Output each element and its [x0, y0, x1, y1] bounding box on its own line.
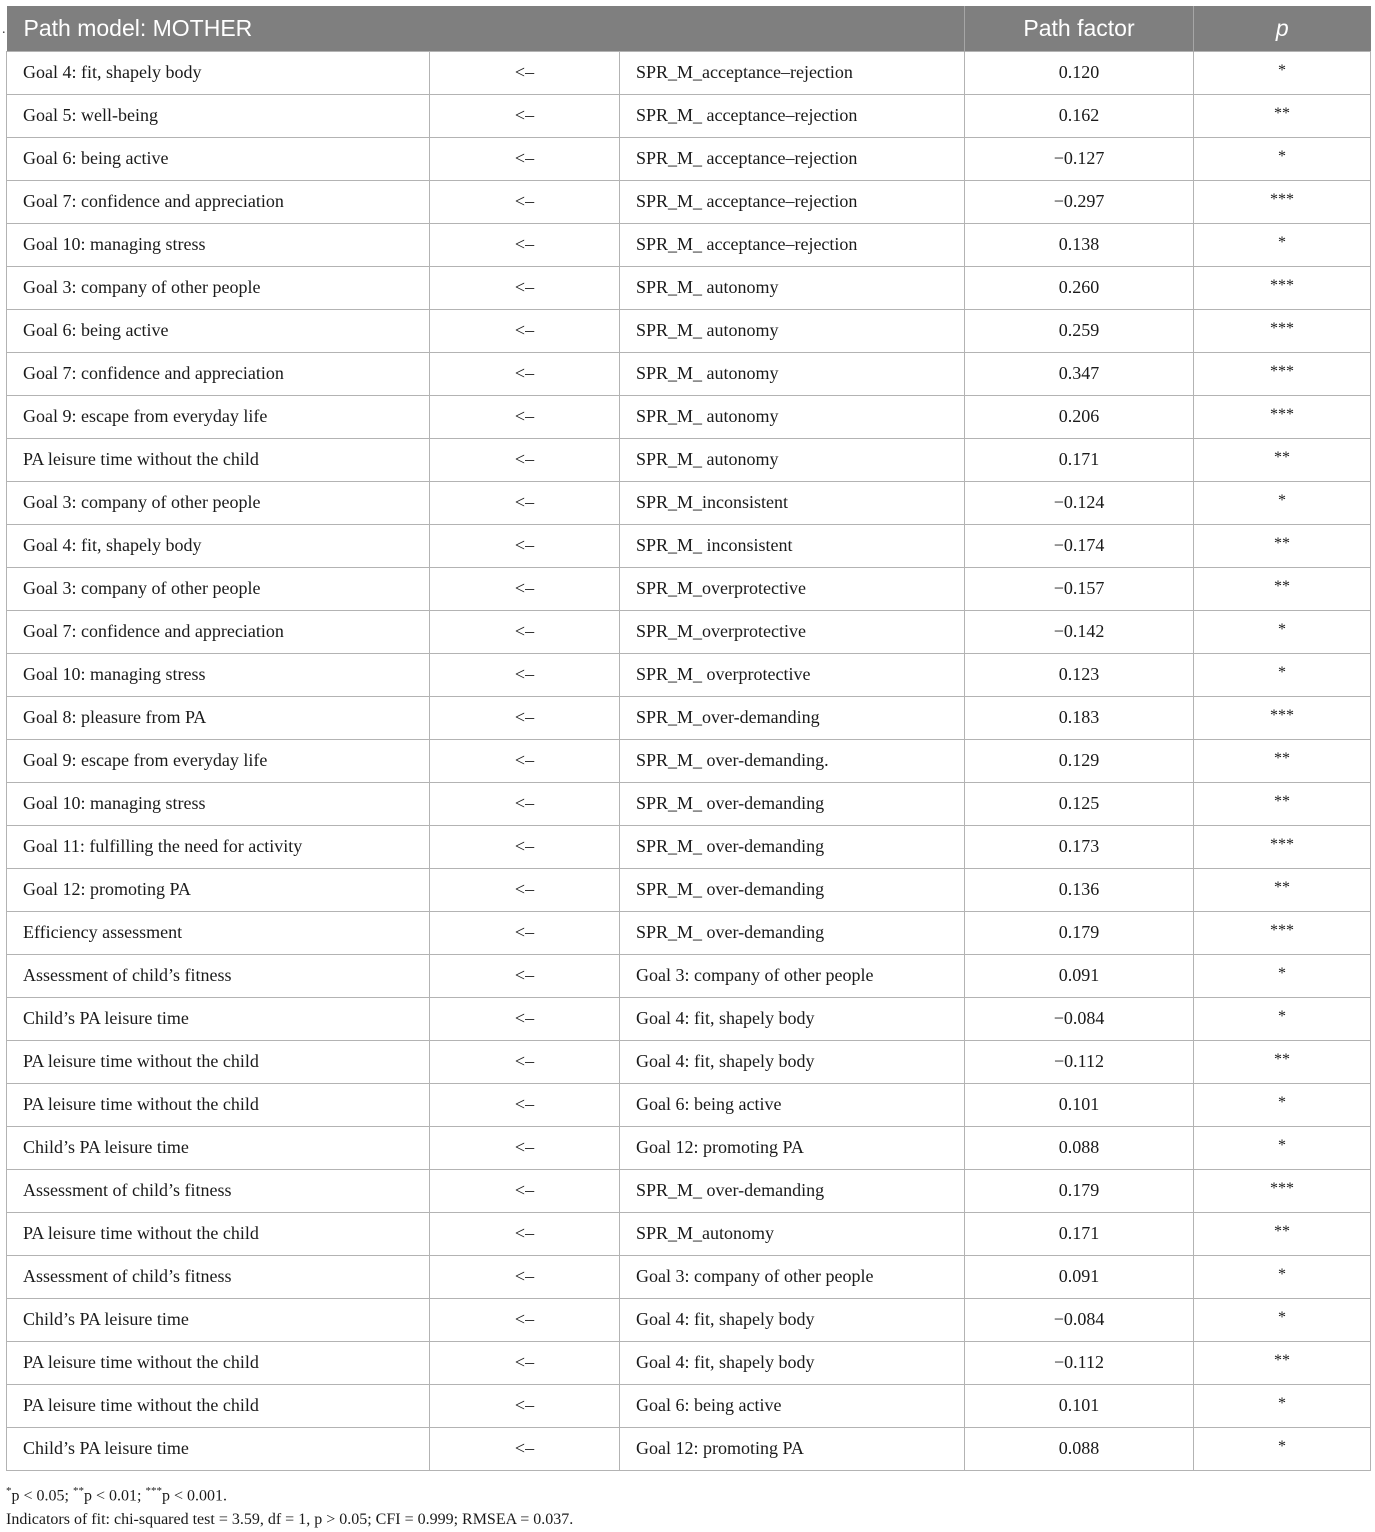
predictor-variable-cell: Goal 4: fit, shapely body: [620, 1298, 965, 1341]
significance-cell: *: [1194, 653, 1371, 696]
predictor-variable-cell: SPR_M_ autonomy: [620, 266, 965, 309]
path-arrow-cell: <–: [430, 481, 620, 524]
significance-cell: *: [1194, 610, 1371, 653]
significance-cell: **: [1194, 438, 1371, 481]
path-factor-cell: 0.091: [965, 1255, 1194, 1298]
significance-cell: **: [1194, 1040, 1371, 1083]
predictor-variable-cell: Goal 3: company of other people: [620, 954, 965, 997]
table-row: [7, 223, 1371, 266]
path-factor-cell: 0.173: [965, 825, 1194, 868]
dependent-variable-cell: Goal 11: fulfilling the need for activity: [7, 825, 430, 868]
fit-indicators-note: Indicators of fit: chi-squared test = 3.59, df = 1, p > 0.05; CFI = 0.999; RMSEA = 0.037.: [6, 1511, 574, 1529]
path-factor-cell: 0.120: [965, 51, 1194, 94]
predictor-variable-cell: SPR_M_overprotective: [620, 567, 965, 610]
significance-cell: ***: [1194, 180, 1371, 223]
path-factor-cell: 0.206: [965, 395, 1194, 438]
significance-cell: *: [1194, 223, 1371, 266]
path-factor-cell: −0.084: [965, 997, 1194, 1040]
table-row: [7, 309, 1371, 352]
path-arrow-cell: <–: [430, 1083, 620, 1126]
p-header: p: [1194, 6, 1371, 51]
path-factor-header: Path factor: [965, 6, 1194, 51]
table-row: [7, 653, 1371, 696]
significance-cell: *: [1194, 1384, 1371, 1427]
path-factor-cell: −0.124: [965, 481, 1194, 524]
path-arrow-cell: <–: [430, 825, 620, 868]
significance-cell: *: [1194, 481, 1371, 524]
table-row: [7, 911, 1371, 954]
path-factor-cell: −0.084: [965, 1298, 1194, 1341]
dependent-variable-cell: Efficiency assessment: [7, 911, 430, 954]
path-model-table: [6, 6, 1371, 1471]
dependent-variable-cell: Goal 9: escape from everyday life: [7, 395, 430, 438]
path-factor-cell: 0.138: [965, 223, 1194, 266]
dependent-variable-cell: Goal 6: being active: [7, 309, 430, 352]
table-row: [7, 395, 1371, 438]
path-factor-cell: 0.179: [965, 911, 1194, 954]
path-arrow-cell: <–: [430, 266, 620, 309]
path-factor-cell: −0.142: [965, 610, 1194, 653]
predictor-variable-cell: Goal 6: being active: [620, 1384, 965, 1427]
predictor-variable-cell: SPR_M_ acceptance–rejection: [620, 94, 965, 137]
predictor-variable-cell: SPR_M_ acceptance–rejection: [620, 137, 965, 180]
dependent-variable-cell: Child’s PA leisure time: [7, 1427, 430, 1470]
table-row: [7, 137, 1371, 180]
table-row: [7, 94, 1371, 137]
predictor-variable-cell: SPR_M_ over-demanding: [620, 825, 965, 868]
significance-cell: *: [1194, 137, 1371, 180]
path-factor-cell: 0.179: [965, 1169, 1194, 1212]
table-row: [7, 1255, 1371, 1298]
path-arrow-cell: <–: [430, 567, 620, 610]
significance-cell: **: [1194, 782, 1371, 825]
significance-cell: ***: [1194, 1169, 1371, 1212]
table-row: [7, 868, 1371, 911]
path-factor-cell: 0.088: [965, 1126, 1194, 1169]
table-row: [7, 1040, 1371, 1083]
dependent-variable-cell: Assessment of child’s fitness: [7, 1169, 430, 1212]
dependent-variable-cell: PA leisure time without the child: [7, 1341, 430, 1384]
path-factor-cell: 0.088: [965, 1427, 1194, 1470]
dependent-variable-cell: Child’s PA leisure time: [7, 1298, 430, 1341]
table-row: [7, 266, 1371, 309]
dependent-variable-cell: Goal 10: managing stress: [7, 653, 430, 696]
path-arrow-cell: <–: [430, 223, 620, 266]
path-factor-cell: 0.091: [965, 954, 1194, 997]
table-row: [7, 696, 1371, 739]
path-arrow-cell: <–: [430, 1255, 620, 1298]
table-row: [7, 1169, 1371, 1212]
predictor-variable-cell: SPR_M_ acceptance–rejection: [620, 223, 965, 266]
path-factor-cell: 0.259: [965, 309, 1194, 352]
path-factor-cell: 0.129: [965, 739, 1194, 782]
significance-cell: *: [1194, 1083, 1371, 1126]
significance-cell: **: [1194, 524, 1371, 567]
path-factor-cell: −0.112: [965, 1040, 1194, 1083]
table-row: [7, 481, 1371, 524]
path-arrow-cell: <–: [430, 94, 620, 137]
path-arrow-cell: <–: [430, 997, 620, 1040]
path-arrow-cell: <–: [430, 1341, 620, 1384]
dependent-variable-cell: Child’s PA leisure time: [7, 997, 430, 1040]
significance-cell: **: [1194, 1212, 1371, 1255]
dependent-variable-cell: Goal 3: company of other people: [7, 481, 430, 524]
dependent-variable-cell: Goal 7: confidence and appreciation: [7, 180, 430, 223]
path-factor-cell: 0.125: [965, 782, 1194, 825]
predictor-variable-cell: Goal 4: fit, shapely body: [620, 1040, 965, 1083]
path-arrow-cell: <–: [430, 1212, 620, 1255]
significance-cell: *: [1194, 1427, 1371, 1470]
predictor-variable-cell: SPR_M_ autonomy: [620, 309, 965, 352]
path-factor-cell: −0.127: [965, 137, 1194, 180]
dependent-variable-cell: Goal 7: confidence and appreciation: [7, 610, 430, 653]
table-row: [7, 567, 1371, 610]
path-arrow-cell: <–: [430, 352, 620, 395]
path-arrow-cell: <–: [430, 653, 620, 696]
path-factor-cell: −0.157: [965, 567, 1194, 610]
table-row: [7, 180, 1371, 223]
table-row: [7, 1083, 1371, 1126]
significance-cell: ***: [1194, 696, 1371, 739]
predictor-variable-cell: SPR_M_ autonomy: [620, 352, 965, 395]
path-arrow-cell: <–: [430, 954, 620, 997]
significance-cell: ***: [1194, 352, 1371, 395]
table-header-row: [7, 6, 1371, 51]
table-row: [7, 825, 1371, 868]
path-arrow-cell: <–: [430, 1427, 620, 1470]
predictor-variable-cell: Goal 3: company of other people: [620, 1255, 965, 1298]
path-factor-cell: 0.260: [965, 266, 1194, 309]
path-factor-cell: 0.171: [965, 438, 1194, 481]
table-row: [7, 739, 1371, 782]
path-arrow-cell: <–: [430, 395, 620, 438]
significance-cell: **: [1194, 1341, 1371, 1384]
path-arrow-cell: <–: [430, 309, 620, 352]
predictor-variable-cell: Goal 12: promoting PA: [620, 1427, 965, 1470]
path-factor-cell: 0.171: [965, 1212, 1194, 1255]
path-factor-cell: 0.183: [965, 696, 1194, 739]
predictor-variable-cell: SPR_M_ overprotective: [620, 653, 965, 696]
significance-cell: *: [1194, 1255, 1371, 1298]
predictor-variable-cell: SPR_M_ over-demanding: [620, 868, 965, 911]
significance-cell: **: [1194, 94, 1371, 137]
table-row: [7, 352, 1371, 395]
path-factor-cell: 0.101: [965, 1384, 1194, 1427]
predictor-variable-cell: SPR_M_ over-demanding.: [620, 739, 965, 782]
path-arrow-cell: <–: [430, 610, 620, 653]
significance-cell: *: [1194, 997, 1371, 1040]
dependent-variable-cell: Goal 12: promoting PA: [7, 868, 430, 911]
dependent-variable-cell: PA leisure time without the child: [7, 1212, 430, 1255]
table-row: [7, 1384, 1371, 1427]
predictor-variable-cell: SPR_M_inconsistent: [620, 481, 965, 524]
path-arrow-cell: <–: [430, 1384, 620, 1427]
dependent-variable-cell: Goal 5: well-being: [7, 94, 430, 137]
dependent-variable-cell: Goal 4: fit, shapely body: [7, 51, 430, 94]
table-row: [7, 524, 1371, 567]
predictor-variable-cell: SPR_M_ acceptance–rejection: [620, 180, 965, 223]
dependent-variable-cell: PA leisure time without the child: [7, 1040, 430, 1083]
leading-dot: .: [2, 22, 6, 37]
significance-cell: *: [1194, 51, 1371, 94]
dependent-variable-cell: Goal 10: managing stress: [7, 223, 430, 266]
table-row: [7, 51, 1371, 94]
significance-cell: *: [1194, 954, 1371, 997]
table-row: [7, 997, 1371, 1040]
significance-cell: **: [1194, 739, 1371, 782]
table-row: [7, 782, 1371, 825]
significance-cell: ***: [1194, 266, 1371, 309]
path-arrow-cell: <–: [430, 1040, 620, 1083]
dependent-variable-cell: Goal 6: being active: [7, 137, 430, 180]
dependent-variable-cell: Assessment of child’s fitness: [7, 954, 430, 997]
table-row: [7, 438, 1371, 481]
path-arrow-cell: <–: [430, 1169, 620, 1212]
path-factor-cell: −0.112: [965, 1341, 1194, 1384]
dependent-variable-cell: Goal 3: company of other people: [7, 567, 430, 610]
dependent-variable-cell: Goal 7: confidence and appreciation: [7, 352, 430, 395]
path-arrow-cell: <–: [430, 1298, 620, 1341]
significance-cell: ***: [1194, 309, 1371, 352]
path-factor-cell: −0.297: [965, 180, 1194, 223]
significance-cell: ***: [1194, 911, 1371, 954]
table-row: [7, 954, 1371, 997]
table-row: [7, 1212, 1371, 1255]
predictor-variable-cell: SPR_M_ autonomy: [620, 395, 965, 438]
significance-cell: *: [1194, 1298, 1371, 1341]
predictor-variable-cell: SPR_M_acceptance–rejection: [620, 51, 965, 94]
dependent-variable-cell: Assessment of child’s fitness: [7, 1255, 430, 1298]
predictor-variable-cell: SPR_M_overprotective: [620, 610, 965, 653]
dependent-variable-cell: Goal 9: escape from everyday life: [7, 739, 430, 782]
table-row: [7, 610, 1371, 653]
path-arrow-cell: <–: [430, 696, 620, 739]
path-arrow-cell: <–: [430, 524, 620, 567]
table-row: [7, 1341, 1371, 1384]
table-row: [7, 1427, 1371, 1470]
significance-cell: **: [1194, 868, 1371, 911]
predictor-variable-cell: Goal 4: fit, shapely body: [620, 997, 965, 1040]
table-row: [7, 1298, 1371, 1341]
dependent-variable-cell: Goal 8: pleasure from PA: [7, 696, 430, 739]
significance-cell: *: [1194, 1126, 1371, 1169]
dependent-variable-cell: Goal 10: managing stress: [7, 782, 430, 825]
path-factor-cell: 0.347: [965, 352, 1194, 395]
path-factor-cell: 0.136: [965, 868, 1194, 911]
dependent-variable-cell: PA leisure time without the child: [7, 1083, 430, 1126]
path-arrow-cell: <–: [430, 911, 620, 954]
path-arrow-cell: <–: [430, 438, 620, 481]
path-factor-cell: −0.174: [965, 524, 1194, 567]
path-arrow-cell: <–: [430, 51, 620, 94]
table-body: [7, 51, 1371, 1470]
predictor-variable-cell: Goal 4: fit, shapely body: [620, 1341, 965, 1384]
predictor-variable-cell: SPR_M_autonomy: [620, 1212, 965, 1255]
significance-cell: ***: [1194, 395, 1371, 438]
significance-cell: ***: [1194, 825, 1371, 868]
path-arrow-cell: <–: [430, 137, 620, 180]
predictor-variable-cell: SPR_M_ inconsistent: [620, 524, 965, 567]
table-footnotes: [6, 1479, 573, 1532]
dependent-variable-cell: PA leisure time without the child: [7, 438, 430, 481]
path-arrow-cell: <–: [430, 782, 620, 825]
predictor-variable-cell: SPR_M_over-demanding: [620, 696, 965, 739]
significance-note: *p < 0.05; **p < 0.01; ***p < 0.001.: [6, 1485, 227, 1505]
path-arrow-cell: <–: [430, 868, 620, 911]
path-arrow-cell: <–: [430, 739, 620, 782]
path-factor-cell: 0.123: [965, 653, 1194, 696]
path-factor-cell: 0.162: [965, 94, 1194, 137]
predictor-variable-cell: SPR_M_ over-demanding: [620, 1169, 965, 1212]
predictor-variable-cell: SPR_M_ over-demanding: [620, 782, 965, 825]
predictor-variable-cell: Goal 12: promoting PA: [620, 1126, 965, 1169]
dependent-variable-cell: Goal 4: fit, shapely body: [7, 524, 430, 567]
table-row: [7, 1126, 1371, 1169]
dependent-variable-cell: PA leisure time without the child: [7, 1384, 430, 1427]
predictor-variable-cell: Goal 6: being active: [620, 1083, 965, 1126]
predictor-variable-cell: SPR_M_ over-demanding: [620, 911, 965, 954]
dependent-variable-cell: Goal 3: company of other people: [7, 266, 430, 309]
path-factor-cell: 0.101: [965, 1083, 1194, 1126]
path-arrow-cell: <–: [430, 180, 620, 223]
significance-cell: **: [1194, 567, 1371, 610]
path-arrow-cell: <–: [430, 1126, 620, 1169]
predictor-variable-cell: SPR_M_ autonomy: [620, 438, 965, 481]
model-title-header: Path model: MOTHER: [23, 14, 253, 41]
dependent-variable-cell: Child’s PA leisure time: [7, 1126, 430, 1169]
